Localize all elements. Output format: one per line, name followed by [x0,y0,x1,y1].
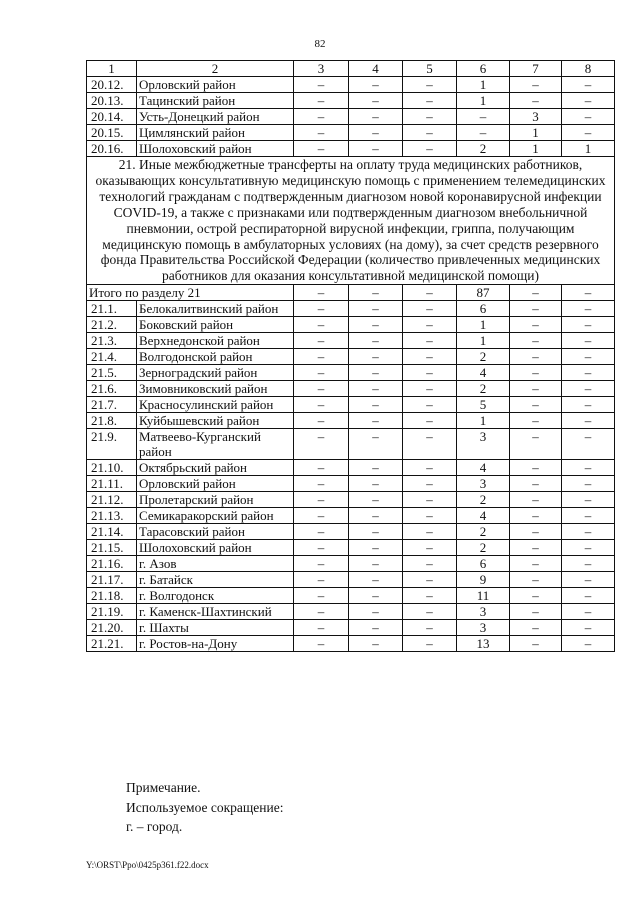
table-row [87,333,615,349]
value-cell: – [562,492,615,508]
value-cell: – [294,460,349,476]
value-cell: – [510,620,562,636]
territory-cell: г. Каменск-Шахтинский [137,604,294,620]
row-number-cell: 21.14. [87,524,137,540]
total-value-cell: – [562,285,615,301]
territory-cell: г. Азов [137,556,294,572]
row-number-cell: 21.6. [87,381,137,397]
value-cell: – [349,317,403,333]
table-row [87,476,615,492]
value-cell: 7 [510,61,562,77]
value-cell: – [510,572,562,588]
value-cell: – [294,381,349,397]
value-cell: – [510,413,562,429]
row-number-cell: 21.4. [87,349,137,365]
territory-cell: 2 [137,61,294,77]
value-cell: 1 [562,141,615,157]
value-cell: – [562,125,615,141]
value-cell: – [294,476,349,492]
value-cell: – [562,77,615,93]
value-cell: – [349,381,403,397]
allocation-table [86,60,615,652]
row-number-cell: 21.20. [87,620,137,636]
row-number-cell: 21.2. [87,317,137,333]
value-cell: 2 [457,141,510,157]
value-cell: – [349,524,403,540]
territory-cell: Зимовниковский район [137,381,294,397]
value-cell: – [562,620,615,636]
total-label: Итого по разделу 21 [87,285,294,301]
value-cell: – [294,333,349,349]
territory-cell: Волгодонской район [137,349,294,365]
row-number-cell: 21.17. [87,572,137,588]
section-title-row [87,157,615,285]
value-cell: – [562,476,615,492]
territory-cell: Орловский район [137,476,294,492]
value-cell: – [562,508,615,524]
value-cell: – [349,77,403,93]
table-row [87,524,615,540]
value-cell: – [403,397,457,413]
value-cell: – [294,301,349,317]
territory-cell: г. Шахты [137,620,294,636]
total-value-cell: – [510,285,562,301]
value-cell: – [403,620,457,636]
row-number-cell: 21.3. [87,333,137,349]
territory-cell: Усть-Донецкий район [137,109,294,125]
value-cell: – [562,381,615,397]
row-number-cell: 21.1. [87,301,137,317]
row-number-cell: 20.13. [87,93,137,109]
value-cell: 1 [510,125,562,141]
value-cell: – [403,317,457,333]
value-cell: – [403,429,457,460]
table-row [87,620,615,636]
value-cell: 1 [457,317,510,333]
value-cell: – [349,93,403,109]
value-cell: – [349,540,403,556]
row-number-cell: 20.16. [87,141,137,157]
value-cell: – [403,540,457,556]
value-cell: – [562,301,615,317]
territory-cell: Семикаракорский район [137,508,294,524]
value-cell: – [403,365,457,381]
value-cell: – [294,524,349,540]
value-cell: – [403,636,457,652]
value-cell: 6 [457,556,510,572]
value-cell: 3 [457,429,510,460]
value-cell: – [294,109,349,125]
value-cell: – [510,524,562,540]
territory-cell: Матвеево-Курганский район [137,429,294,460]
value-cell: 1 [457,93,510,109]
value-cell: – [562,556,615,572]
value-cell: 1 [457,77,510,93]
value-cell: – [294,492,349,508]
value-cell: – [349,109,403,125]
value-cell: 1 [457,413,510,429]
value-cell: – [403,109,457,125]
value-cell: 3 [294,61,349,77]
table-row [87,508,615,524]
territory-cell: Тарасовский район [137,524,294,540]
table-row [87,397,615,413]
value-cell: 8 [562,61,615,77]
table-row [87,317,615,333]
row-number-cell: 21.16. [87,556,137,572]
value-cell: – [510,93,562,109]
value-cell: – [562,397,615,413]
value-cell: 2 [457,524,510,540]
row-number-cell: 20.12. [87,77,137,93]
value-cell: – [562,572,615,588]
table-row [87,77,615,93]
value-cell: – [294,636,349,652]
value-cell: 4 [349,61,403,77]
table-row [87,492,615,508]
value-cell: 3 [457,476,510,492]
value-cell: – [562,604,615,620]
value-cell: – [349,572,403,588]
value-cell: – [349,141,403,157]
value-cell: 6 [457,301,510,317]
value-cell: – [294,429,349,460]
value-cell: – [510,540,562,556]
value-cell: – [510,381,562,397]
value-cell: – [294,77,349,93]
row-number-cell: 21.9. [87,429,137,460]
value-cell: – [349,125,403,141]
section-title: 21. Иные межбюджетные трансферты на оплату труда медицинских работников, оказывающих консультативную медицинскую помощь с применением телемедицинских технологий гражданам с подтвержденным диагнозом новой коронавирусной инфекции COVID-19, а также с признаками или подтвержденным диагнозом внебольничной пневмонии, острой респираторной вирусной инфекции, гриппа, получающим медицинскую помощь в амбулаторных условиях (на дому), за счет средств резервного фонда Правительства Российской Федерации (количество привлеченных медицинских работников для оказания консультативной медицинской помощи) [87,157,615,285]
total-value-cell: – [403,285,457,301]
table-row [87,109,615,125]
value-cell: – [562,93,615,109]
value-cell: 2 [457,540,510,556]
territory-cell: Зерноградский район [137,365,294,381]
header-row [87,61,615,77]
value-cell: – [294,556,349,572]
territory-cell: Боковский район [137,317,294,333]
value-cell: – [294,572,349,588]
value-cell: 1 [457,333,510,349]
value-cell: 9 [457,572,510,588]
value-cell: – [294,508,349,524]
total-value-cell: – [294,285,349,301]
table-body [87,61,615,652]
value-cell: – [510,492,562,508]
table-row [87,413,615,429]
value-cell: – [510,301,562,317]
value-cell: – [403,588,457,604]
value-cell: 2 [457,349,510,365]
value-cell: 4 [457,460,510,476]
row-number-cell: 20.15. [87,125,137,141]
territory-cell: г. Волгодонск [137,588,294,604]
value-cell: – [349,397,403,413]
value-cell: – [349,604,403,620]
value-cell: – [403,413,457,429]
value-cell: – [562,109,615,125]
territory-cell: Шолоховский район [137,141,294,157]
value-cell: – [349,476,403,492]
value-cell: – [510,317,562,333]
value-cell: – [562,540,615,556]
value-cell: – [294,413,349,429]
row-number-cell: 21.11. [87,476,137,492]
table-row [87,460,615,476]
territory-cell: Верхнедонской район [137,333,294,349]
table-row [87,636,615,652]
table-row [87,365,615,381]
value-cell: – [457,109,510,125]
table-row [87,604,615,620]
value-cell: – [510,508,562,524]
territory-cell: Тацинский район [137,93,294,109]
table-row [87,125,615,141]
value-cell: – [403,125,457,141]
value-cell: – [349,413,403,429]
note-block [126,778,284,837]
note-subtitle: Используемое сокращение: [126,799,284,815]
table-row [87,349,615,365]
value-cell: – [294,588,349,604]
total-value-cell: – [349,285,403,301]
note-item: г. – город. [126,819,183,834]
territory-cell: Шолоховский район [137,540,294,556]
table-row [87,588,615,604]
value-cell: 11 [457,588,510,604]
value-cell: – [510,365,562,381]
value-cell: – [562,413,615,429]
value-cell: – [403,508,457,524]
value-cell: – [349,508,403,524]
value-cell: – [457,125,510,141]
value-cell: – [349,556,403,572]
value-cell: 5 [403,61,457,77]
value-cell: – [510,429,562,460]
value-cell: – [294,93,349,109]
value-cell: – [510,588,562,604]
value-cell: – [294,604,349,620]
value-cell: – [403,572,457,588]
value-cell: – [294,540,349,556]
value-cell: – [294,349,349,365]
row-number-cell: 21.8. [87,413,137,429]
row-number-cell: 21.12. [87,492,137,508]
value-cell: 4 [457,508,510,524]
table-row [87,141,615,157]
value-cell: – [294,125,349,141]
row-number-cell: 21.15. [87,540,137,556]
value-cell: – [294,397,349,413]
value-cell: – [510,77,562,93]
territory-cell: Цимлянский район [137,125,294,141]
value-cell: – [403,460,457,476]
table-row [87,381,615,397]
table-row [87,556,615,572]
total-value-cell: 87 [457,285,510,301]
value-cell: – [562,365,615,381]
table-row [87,540,615,556]
value-cell: – [403,301,457,317]
value-cell: – [349,460,403,476]
value-cell: – [294,317,349,333]
value-cell: – [349,588,403,604]
value-cell: – [562,429,615,460]
value-cell: – [294,365,349,381]
value-cell: – [403,77,457,93]
row-number-cell: 21.5. [87,365,137,381]
value-cell: 2 [457,492,510,508]
row-number-cell: 21.21. [87,636,137,652]
value-cell: – [349,636,403,652]
value-cell: – [403,93,457,109]
value-cell: – [403,333,457,349]
territory-cell: Белокалитвинский район [137,301,294,317]
value-cell: – [349,333,403,349]
table-row [87,429,615,460]
table-row [87,301,615,317]
table-row [87,93,615,109]
territory-cell: Красносулинский район [137,397,294,413]
value-cell: – [294,141,349,157]
value-cell: 3 [457,604,510,620]
value-cell: 3 [457,620,510,636]
table-row [87,572,615,588]
value-cell: – [403,476,457,492]
page-number: 82 [314,38,326,50]
territory-cell: г. Батайск [137,572,294,588]
territory-cell: Куйбышевский район [137,413,294,429]
value-cell: – [403,524,457,540]
value-cell: – [349,620,403,636]
value-cell: – [562,588,615,604]
total-row [87,285,615,301]
value-cell: 13 [457,636,510,652]
value-cell: – [403,349,457,365]
value-cell: – [510,604,562,620]
value-cell: – [349,365,403,381]
value-cell: – [510,333,562,349]
value-cell: – [403,604,457,620]
value-cell: 4 [457,365,510,381]
value-cell: – [562,524,615,540]
value-cell: – [349,429,403,460]
value-cell: – [510,636,562,652]
row-number-cell: 21.7. [87,397,137,413]
territory-cell: Пролетарский район [137,492,294,508]
value-cell: – [349,349,403,365]
row-number-cell: 21.18. [87,588,137,604]
row-number-cell: 21.10. [87,460,137,476]
row-number-cell: 21.19. [87,604,137,620]
value-cell: – [510,397,562,413]
file-path: Y:\ORST\Ppo\0425p361.f22.docx [86,860,209,870]
value-cell: – [403,492,457,508]
value-cell: – [562,333,615,349]
territory-cell: г. Ростов-на-Дону [137,636,294,652]
value-cell: – [349,301,403,317]
value-cell: – [294,620,349,636]
value-cell: – [510,476,562,492]
value-cell: – [510,460,562,476]
value-cell: – [403,141,457,157]
value-cell: – [562,460,615,476]
value-cell: 6 [457,61,510,77]
value-cell: – [510,556,562,572]
value-cell: 5 [457,397,510,413]
value-cell: 2 [457,381,510,397]
value-cell: – [562,636,615,652]
value-cell: 1 [510,141,562,157]
row-number-cell: 20.14. [87,109,137,125]
row-number-cell: 1 [87,61,137,77]
territory-cell: Октябрьский район [137,460,294,476]
value-cell: – [562,317,615,333]
note-title: Примечание. [126,780,201,795]
value-cell: 3 [510,109,562,125]
value-cell: – [349,492,403,508]
value-cell: – [562,349,615,365]
territory-cell: Орловский район [137,77,294,93]
value-cell: – [403,556,457,572]
row-number-cell: 21.13. [87,508,137,524]
value-cell: – [510,349,562,365]
value-cell: – [403,381,457,397]
